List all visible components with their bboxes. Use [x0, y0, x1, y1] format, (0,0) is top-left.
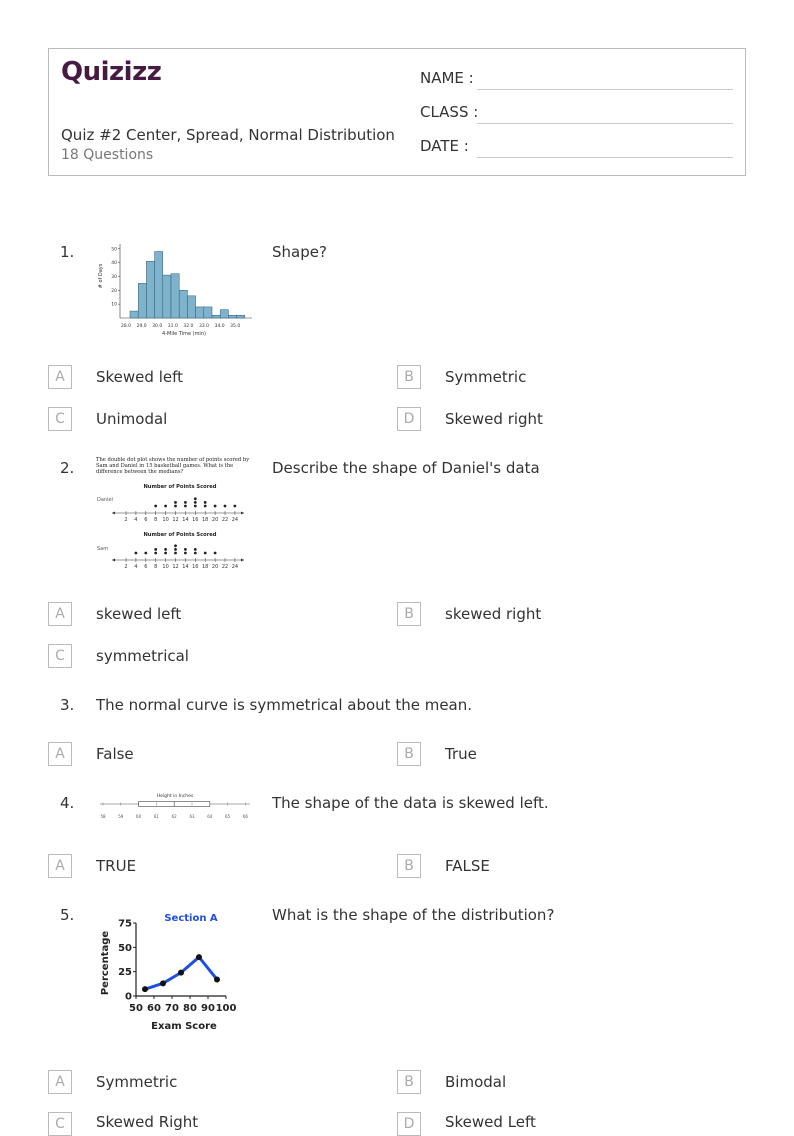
question-text: The normal curve is symmetrical about the mean.	[96, 696, 473, 714]
histogram-bar	[163, 275, 171, 318]
option-b-box[interactable]: B	[397, 854, 421, 878]
line-chart-xtick: 100	[215, 1003, 237, 1014]
option-b-box[interactable]: B	[397, 742, 421, 766]
question-text: Shape?	[272, 243, 327, 261]
dot-plot-dot	[164, 548, 167, 551]
option-b-text[interactable]: FALSE	[445, 857, 490, 875]
quiz-title: Quiz #2 Center, Spread, Normal Distribution	[61, 126, 395, 144]
date-field[interactable]	[477, 157, 733, 158]
dot-plot-tick: 10	[162, 517, 169, 523]
dot-plot-tick: 22	[221, 564, 229, 570]
option-b-text[interactable]: Bimodal	[445, 1073, 507, 1091]
dot-plot-dot	[204, 501, 207, 504]
dot-plot-dot	[214, 505, 217, 508]
quizizz-logo: Quizizz	[61, 57, 162, 87]
dot-plot-tick: 22	[221, 517, 229, 523]
line-chart-xtick: 80	[183, 1003, 197, 1014]
option-b-box[interactable]: B	[397, 1070, 421, 1094]
histogram-image	[96, 238, 256, 340]
question-number: 2.	[60, 459, 75, 477]
dot-plot-dot	[154, 548, 157, 551]
line-chart-ylabel: Percentage	[100, 930, 111, 996]
class-field[interactable]	[477, 123, 733, 124]
option-a-box[interactable]: A	[48, 365, 72, 389]
histogram-xtick: 28.0	[120, 324, 132, 329]
option-d-box[interactable]: D	[397, 407, 421, 431]
dot-plot-tick: 14	[182, 517, 189, 523]
option-d-text[interactable]: Skewed right	[445, 410, 543, 428]
histogram-xtick: 33.0	[198, 324, 210, 329]
histogram-xtick: 32.0	[183, 324, 194, 329]
line-chart-xtick: 50	[129, 1003, 143, 1014]
dot-plot-tick: 8	[154, 517, 158, 523]
histogram-bar	[187, 296, 195, 318]
dot-plot-tick: 24	[231, 564, 239, 570]
option-c-box[interactable]: C	[48, 1112, 72, 1136]
option-b-text[interactable]: skewed right	[445, 605, 542, 623]
dot-plot-tick: 12	[172, 517, 179, 523]
dot-plot-dot	[164, 505, 167, 508]
option-a-text[interactable]: False	[96, 745, 134, 763]
dot-plot-dot	[194, 497, 197, 500]
box-plot-tick: 62	[171, 814, 177, 819]
line-chart-xtick: 70	[165, 1003, 179, 1014]
name-field[interactable]	[477, 89, 733, 90]
dot-plot-tick: 4	[134, 564, 138, 570]
question-number: 1.	[60, 243, 75, 261]
histogram-ytick: 10	[111, 302, 117, 308]
option-b-box[interactable]: B	[397, 602, 421, 626]
dot-plot-dot	[164, 552, 167, 555]
question-text: Describe the shape of Daniel's data	[272, 459, 540, 477]
date-label: DATE :	[420, 137, 469, 155]
box-plot-tick: 66	[242, 814, 248, 819]
dot-plot-dot	[194, 548, 197, 551]
dot-plot-dot	[144, 552, 147, 555]
question-number: 5.	[60, 906, 75, 924]
dot-plot-dot	[234, 505, 237, 508]
option-a-text[interactable]: Symmetric	[96, 1073, 178, 1091]
dot-plot-daniel-label: Daniel	[97, 497, 113, 503]
option-a-box[interactable]: A	[48, 742, 72, 766]
histogram-xtick: 35.0	[230, 324, 241, 329]
option-a-text[interactable]: Skewed left	[96, 368, 183, 386]
histogram-ytick: 50	[111, 247, 117, 253]
line-chart-point	[142, 986, 148, 992]
dot-plot-tick: 12	[172, 564, 179, 570]
dot-plot-tick: 2	[124, 517, 128, 523]
option-a-box[interactable]: A	[48, 1070, 72, 1094]
worksheet-header	[48, 48, 746, 176]
option-b-text[interactable]: True	[445, 745, 477, 763]
question-number: 4.	[60, 794, 75, 812]
option-a-box[interactable]: A	[48, 602, 72, 626]
dot-plot-dot	[135, 552, 138, 555]
histogram-bar	[220, 310, 228, 318]
box-plot-tick: 64	[207, 814, 213, 819]
dot-plot-dot	[204, 552, 207, 555]
box-plot-tick: 59	[118, 814, 124, 819]
dot-plot-dot	[174, 552, 177, 555]
option-b-box[interactable]: B	[397, 365, 421, 389]
dot-plot-dot	[204, 505, 207, 508]
dot-plot-dot	[174, 548, 177, 551]
histogram-xtick: 34.0	[214, 324, 225, 329]
dot-plot-dot	[174, 544, 177, 547]
line-chart-point	[178, 970, 184, 976]
dot-plot-dot	[154, 505, 157, 508]
question-text: The shape of the data is skewed left.	[272, 794, 549, 812]
line-chart-xtick: 60	[147, 1003, 161, 1014]
histogram-bar	[228, 315, 236, 318]
histogram-ytick: 20	[111, 288, 117, 294]
histogram-ylabel: # of Days	[98, 263, 104, 289]
dot-plot-dot	[194, 505, 197, 508]
histogram-bar	[204, 307, 212, 318]
dot-plot-tick: 6	[144, 564, 148, 570]
option-a-text[interactable]: skewed left	[96, 605, 182, 623]
dot-plot-dot	[184, 552, 187, 555]
option-a-box[interactable]: A	[48, 854, 72, 878]
line-chart-point	[214, 976, 220, 982]
dot-plot-tick: 10	[162, 564, 169, 570]
line-chart-ytick: 0	[125, 991, 132, 1003]
dot-plot-tick: 4	[134, 517, 138, 523]
line-chart-xtick: 90	[201, 1003, 215, 1014]
box-plot-tick: 63	[189, 814, 195, 819]
option-d-text[interactable]: Skewed Left	[445, 1113, 536, 1131]
line-chart-point	[196, 954, 202, 960]
dot-plot-tick: 24	[231, 517, 239, 523]
box-plot-tick: 65	[225, 814, 231, 819]
dot-plot-dot	[214, 552, 217, 555]
dot-plot-tick: 20	[211, 564, 219, 570]
class-label: CLASS :	[420, 103, 479, 121]
histogram-bar	[212, 315, 220, 318]
box-plot-tick: 60	[136, 814, 142, 819]
box-plot-tick: 58	[100, 814, 106, 819]
name-label: NAME :	[420, 69, 474, 87]
dot-plot-dot	[184, 505, 187, 508]
dot-plot-dot	[154, 552, 157, 555]
dot-plot-title-2: Number of Points Scored	[143, 532, 217, 538]
option-c-box[interactable]: C	[48, 644, 72, 668]
line-chart-title: Section A	[164, 913, 218, 924]
histogram-xtick: 31.0	[167, 324, 178, 329]
option-d-box[interactable]: D	[397, 1112, 421, 1136]
question-count: 18 Questions	[61, 147, 154, 163]
histogram-ytick: 40	[111, 261, 117, 267]
dot-plot-tick: 6	[144, 517, 148, 523]
histogram-ytick: 30	[111, 274, 117, 280]
dot-plot-dot	[174, 505, 177, 508]
line-chart-ytick: 75	[118, 918, 132, 930]
histogram-xtick: 30.0	[152, 324, 163, 329]
dot-plot-tick: 20	[211, 517, 219, 523]
histogram-bar	[138, 283, 146, 318]
dot-plot-dot	[184, 548, 187, 551]
histogram-xtick: 29.0	[136, 324, 147, 329]
dot-plot-tick: 16	[192, 564, 199, 570]
box-plot-tick: 61	[153, 814, 159, 819]
box-plot-title: Height in Inches	[156, 794, 194, 799]
line-chart-xlabel: Exam Score	[151, 1021, 217, 1032]
histogram-bar	[179, 290, 187, 318]
dot-plot-tick: 18	[202, 517, 209, 523]
histogram-bar	[237, 315, 245, 318]
option-c-text[interactable]: Unimodal	[96, 410, 168, 428]
histogram-bar	[130, 311, 138, 318]
histogram-bar	[196, 307, 204, 318]
option-c-text[interactable]: Skewed Right	[96, 1113, 199, 1131]
question-text: What is the shape of the distribution?	[272, 906, 555, 924]
dot-plot-tick: 16	[192, 517, 199, 523]
question-number: 3.	[60, 696, 75, 714]
dot-plot-sam-label: Sam	[97, 546, 109, 552]
dot-plot-dot	[194, 501, 197, 504]
dot-plot-tick: 8	[154, 564, 158, 570]
dot-plot-image	[94, 457, 254, 575]
dot-plot-tick: 14	[182, 564, 189, 570]
dot-plot-title: Number of Points Scored	[143, 484, 217, 490]
line-chart-ytick: 25	[118, 967, 132, 979]
line-chart-image	[96, 903, 242, 1035]
dot-plot-tick: 18	[202, 564, 209, 570]
dot-plot-dot	[194, 552, 197, 555]
histogram-xlabel: 4-Mile Time (min)	[162, 331, 206, 337]
dot-plot-dot	[184, 501, 187, 504]
box-plot-image	[96, 789, 256, 825]
dot-plot-dot	[174, 501, 177, 504]
dot-plot-intro: The double dot plot shows the number of points scored by Sam and Daniel in 15 basketball games. What is the difference between the medians?	[96, 457, 250, 476]
histogram-bar	[146, 261, 154, 318]
option-c-box[interactable]: C	[48, 407, 72, 431]
histogram-bar	[171, 274, 179, 318]
line-chart-ytick: 50	[118, 942, 132, 954]
line-chart-point	[160, 980, 166, 986]
option-b-text[interactable]: Symmetric	[445, 368, 527, 386]
histogram-bar	[155, 252, 163, 318]
dot-plot-dot	[224, 505, 227, 508]
option-c-text[interactable]: symmetrical	[96, 647, 189, 665]
dot-plot-tick: 2	[124, 564, 128, 570]
option-a-text[interactable]: TRUE	[96, 857, 137, 875]
